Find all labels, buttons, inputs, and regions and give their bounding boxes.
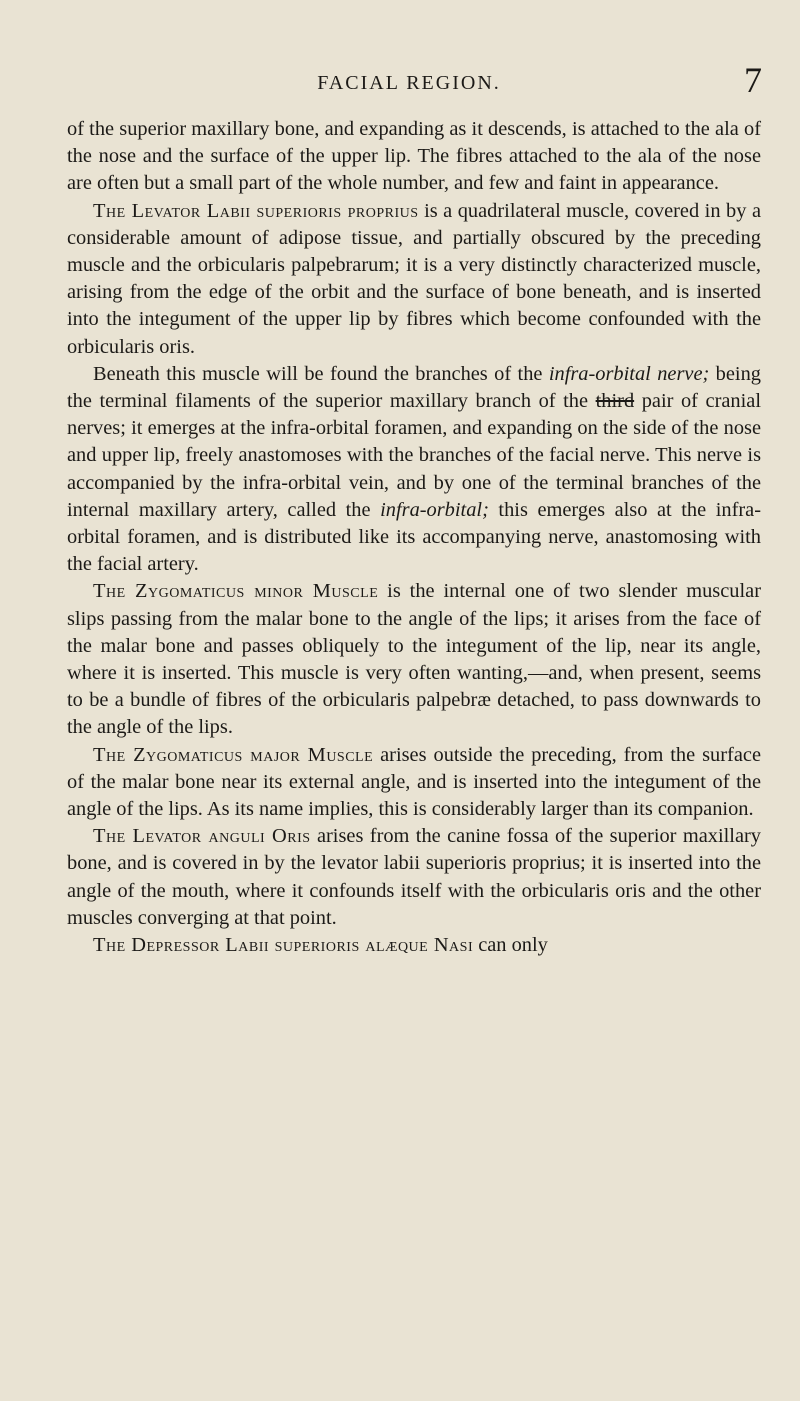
paragraph-text: being the terminal filaments of the superior maxillary branch of the bbox=[67, 362, 761, 413]
paragraph-text: this emerges also at the infra-orbital foramen, and is distributed like its accompanying nerve, anastomosing with the facial artery. bbox=[67, 498, 761, 576]
muscle-heading: The Levator anguli Oris bbox=[93, 825, 311, 848]
paragraph bbox=[67, 932, 761, 959]
page-header bbox=[56, 60, 762, 108]
paragraph-text: of the superior maxillary bone, and expanding as it descends, is attached to the ala of the nose and the surface of the upper lip. The fibres attached to the ala of the nose are often but a small part of the whole number, and few and faint in appearance. bbox=[67, 118, 761, 195]
paragraph-text: arises outside the preceding, from the surface of the malar bone near its external angle, and is inserted into the integument of the angle of the lips. As its name implies, this is considerably larger than its companion. bbox=[67, 743, 761, 821]
italic-term: infra-orbital; bbox=[380, 498, 489, 521]
paragraph-text: can only bbox=[473, 934, 548, 957]
paragraph-text: pair of cranial nerves; it emerges at the infra-orbital foramen, and expanding on the side of the nose and upper lip, freely anastomoses with the branches of the facial nerve. This nerve is accompanied by the infra-orbital vein, and by one of the terminal branches of the internal maxillary artery, called the bbox=[67, 390, 761, 521]
italic-term: infra-orbital nerve; bbox=[548, 362, 710, 385]
paragraph bbox=[67, 578, 761, 741]
body-text bbox=[67, 116, 761, 959]
paragraph-text: arises from the canine fossa of the superior maxillary bone, and is covered in by the levator labii superioris proprius; it is inserted into the angle of the mouth, where it confounds itself with the orbicularis oris and the other muscles converging at that point. bbox=[67, 825, 761, 929]
paragraph bbox=[67, 361, 761, 579]
paragraph bbox=[67, 198, 761, 361]
muscle-heading: The Zygomaticus major Muscle bbox=[93, 743, 374, 766]
paragraph bbox=[67, 823, 761, 932]
paragraph-text: is a quadrilateral muscle, covered in by a considerable amount of adipose tissue, and partially obscured by the preceding muscle and the orbicularis palpebrarum; it is a very distinctly characterized muscle, arising from the edge of the orbit and the surface of bone beneath, and is inserted into the integument of the upper lip by fibres which become confounded with the orbicularis oris. bbox=[67, 199, 761, 358]
paragraph bbox=[67, 742, 761, 824]
struck-word: third bbox=[595, 390, 635, 413]
page-number: 7 bbox=[744, 60, 762, 100]
muscle-heading: The Zygomaticus minor Muscle bbox=[93, 580, 379, 603]
paragraph bbox=[67, 116, 761, 198]
muscle-heading: The Levator Labii superioris proprius bbox=[93, 199, 419, 222]
running-title: FACIAL REGION. bbox=[317, 72, 501, 94]
paragraph-text: is the internal one of two slender muscular slips passing from the malar bone to the angle of the lips; it arises from the face of the malar bone and passes obliquely to the integument of the lip, near its angle, where it is inserted. This muscle is very often wanting,—and, when present, seems to be a bundle of fibres of the orbicularis palpebræ detached, to pass downwards to the angle of the lips. bbox=[67, 580, 761, 739]
muscle-heading: The Depressor Labii superioris alæque Nasi bbox=[93, 934, 474, 957]
paragraph-text: Beneath this muscle will be found the branches of the bbox=[93, 362, 549, 385]
